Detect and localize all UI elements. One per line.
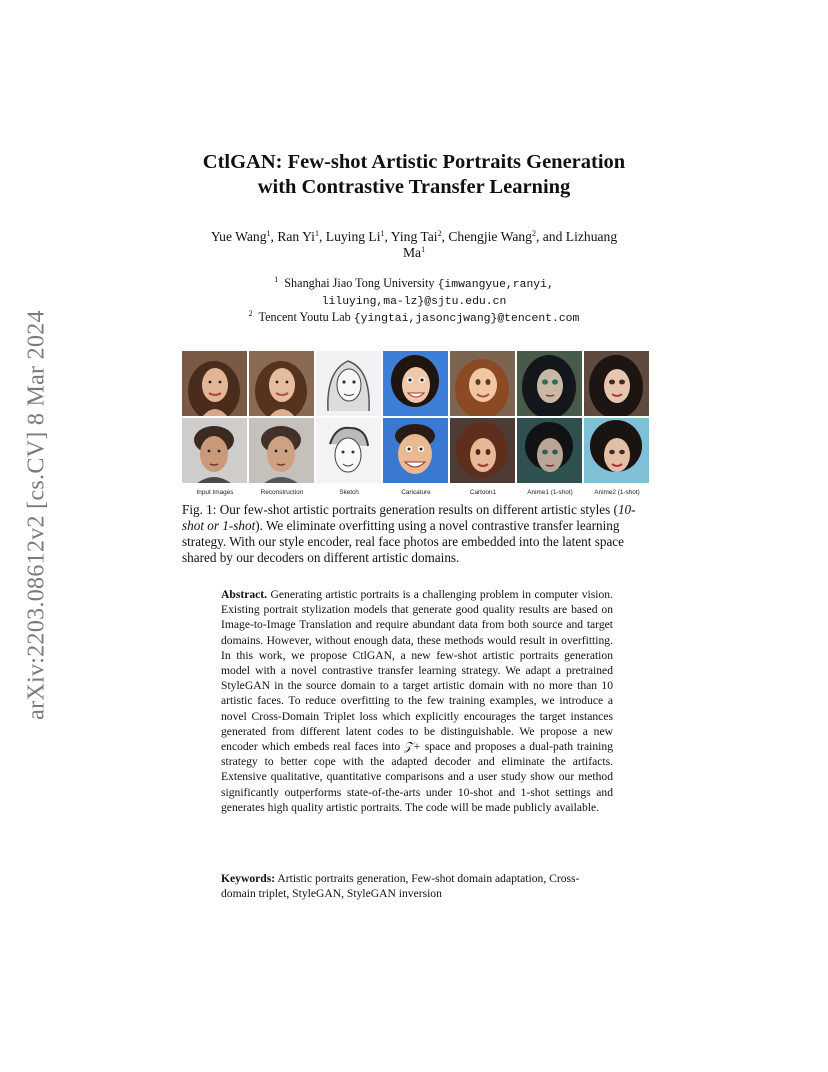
keywords — [221, 871, 613, 901]
author-name: , and Lizhuang — [535, 229, 618, 244]
figure-row-female — [182, 351, 650, 416]
figure-label-anime1: Anime1 (1-shot) — [527, 489, 573, 496]
portrait-anime2-female — [584, 351, 649, 416]
figure-label-anime2: Anime2 (1-shot) — [594, 489, 640, 496]
author-name: Yue Wang — [210, 229, 267, 244]
author-name: , Ran Yi — [270, 229, 315, 244]
portrait-cartoon-female — [450, 351, 515, 416]
portrait-anime1-female — [517, 351, 582, 416]
figure-label-cartoon1: Cartoon1 — [469, 489, 497, 496]
paper-title — [120, 150, 708, 200]
portrait-caricature-male — [383, 418, 448, 483]
figure-label-reconstruction: Reconstruction — [260, 489, 304, 496]
portrait-caricature-female — [383, 351, 448, 416]
author-list — [170, 229, 658, 261]
abstract — [221, 587, 613, 815]
author-affil-mark: 1 — [266, 229, 271, 238]
author-affil-mark: 2 — [437, 229, 442, 238]
author-name: , Luying Li — [318, 229, 381, 244]
paper-title-line-2: with Contrastive Transfer Learning — [257, 176, 571, 198]
figure-caption-label: Fig. 1: — [182, 502, 217, 517]
figure-label-caricature: Caricature — [401, 489, 431, 496]
abstract-text: Generating artistic portraits is a challenging problem in computer vision. Existing portrait stylization models that generate good quality results are based on Image-to-Image Translation and require abundant data from both source and target domains. However, without enough data, these methods would result in overfitting. In this work, we propose CtlGAN, a new few-shot artistic portraits generation model with a novel contrastive transfer learning strategy. We adapt a pretrained StyleGAN in the source domain to a target artistic domain with no more than 10 artistic faces. To reduce overfitting to the few training examples, we introduce a novel Cross-Domain Triplet loss which explicitly encourages the target instances generated from different latent codes to be distinguishable. We propose a new encoder which embeds real faces into — [221, 588, 613, 754]
author-name: , Chengjie Wang — [441, 229, 532, 244]
figure-label-input: Input Images — [196, 489, 234, 496]
paper-title-line-1: CtlGAN: Few-shot Artistic Portraits Generation — [202, 151, 626, 173]
affiliation-2-name: Tencent Youtu Lab — [258, 310, 354, 324]
figure-caption-text-cont: ). We eliminate overfitting using a novel contrastive transfer learning strategy. With our style encoder, real face photos are embedded into the latent space shared by our decoders on different artistic domains. — [182, 518, 625, 565]
figure-label-sketch: Sketch — [339, 489, 359, 496]
portrait-input-male — [182, 418, 247, 483]
portrait-cartoon-male — [450, 418, 515, 483]
abstract-text-cont: space and proposes a dual-path training strategy to better cope with the adapted decoder and eliminate the artifacts. Extensive qualitative, quantitative comparisons and a user study show our method significantly outperforms state-of-the-arts under 10-shot and 1-shot settings and generates high quality artistic portraits. The code will be made publicly available. — [221, 740, 613, 814]
figure-1-caption — [182, 502, 652, 566]
affiliation-1-email-line-1: {imwangyue,ranyi, — [437, 279, 554, 291]
figure-1 — [182, 351, 650, 499]
affiliation-1-name: Shanghai Jiao Tong University — [284, 276, 438, 290]
portrait-sketch-female — [316, 351, 381, 416]
figure-row-male — [182, 418, 650, 483]
affiliations — [200, 276, 628, 327]
affiliation-2-email: {yingtai,jasoncjwang}@tencent.com — [353, 313, 580, 325]
portrait-reconstruction-female — [249, 351, 314, 416]
author-affil-mark: 2 — [531, 229, 536, 238]
author-name: Ma — [402, 245, 422, 260]
keywords-text: Artistic portraits generation, Few-shot domain adaptation, Cross-domain triplet, StyleGAN, StyleGAN inversion — [221, 872, 580, 901]
figure-caption-italic: 10-shot or 1-shot — [182, 502, 636, 533]
arxiv-stamp-text: arXiv:2203.08612v2 [cs.CV] 8 Mar 2024 — [23, 310, 50, 720]
author-affil-mark: 1 — [380, 229, 385, 238]
figure-caption-text: Our few-shot artistic portraits generation results on different artistic styles ( — [216, 502, 618, 517]
figure-column-labels — [182, 489, 650, 499]
portrait-input-female — [182, 351, 247, 416]
portrait-anime2-male — [584, 418, 649, 483]
arxiv-stamp — [17, 280, 57, 750]
affiliation-1 — [200, 276, 628, 310]
author-name: , Ying Tai — [384, 229, 438, 244]
portrait-anime1-male — [517, 418, 582, 483]
author-affil-mark: 1 — [421, 245, 426, 254]
portrait-reconstruction-male — [249, 418, 314, 483]
abstract-math-zplus: 𝒵+ — [404, 740, 421, 754]
affiliation-1-mark: 1 — [274, 275, 279, 284]
affiliation-2-mark: 2 — [248, 309, 253, 318]
keywords-heading: Keywords: — [221, 872, 276, 885]
affiliation-1-email-line-2: liluying,ma-lz}@sjtu.edu.cn — [321, 296, 507, 308]
author-affil-mark: 1 — [314, 229, 319, 238]
portrait-sketch-male — [316, 418, 381, 483]
affiliation-2 — [200, 310, 628, 327]
abstract-heading: Abstract. — [221, 588, 268, 601]
